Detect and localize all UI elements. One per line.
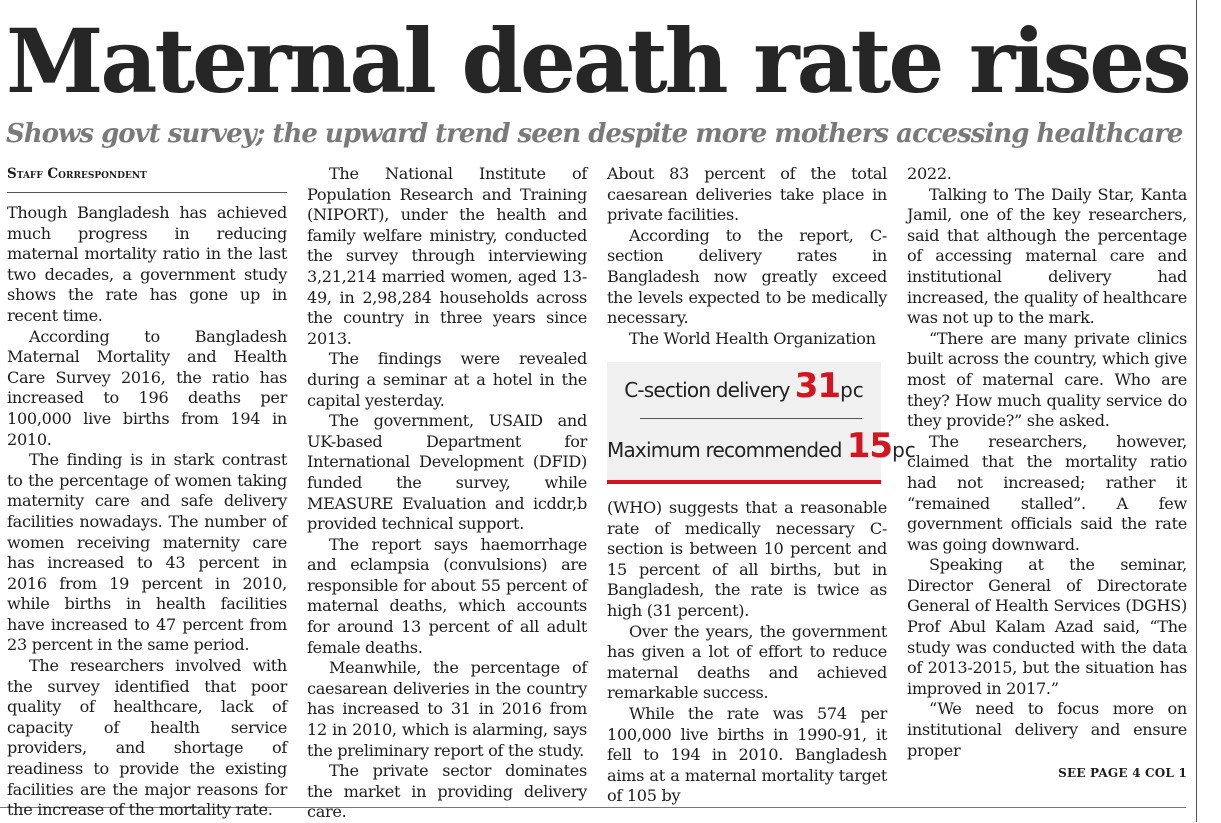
infobox-row-csection — [607, 366, 881, 406]
infobox-divider — [640, 418, 862, 419]
paragraph: According to the report, C-section delivery rates in Bangladesh now greatly exceed the levels expected to be medically necessary. — [607, 225, 887, 328]
article-column-3-bottom — [607, 498, 887, 807]
paragraph: 2022. — [907, 164, 952, 183]
paragraph: (WHO) suggests that a reasonable rate of medically necessary C-section is between 10 percent and 15 percent of all births, but in Bangladesh, the rate is twice as high (31 percent). — [607, 498, 887, 620]
paragraph: “There are many private clinics built across the country, which give most of maternal care. Who are they? How much quality service do they provide?” she asked. — [907, 328, 1187, 431]
paragraph: The report says haemorrhage and eclampsia (convulsions) are responsible for about 55 percent of maternal deaths, which accounts for around 13 percent of all adult female deaths. — [307, 534, 587, 657]
statistics-infobox — [607, 362, 916, 484]
paragraph: The government, USAID and UK-based Department for International Development (DFID) funded the survey, while MEASURE Evaluation and icddr,b provided technical support. — [307, 411, 587, 534]
paragraph: Talking to The Daily Star, Kanta Jamil, one of the key researchers, said that although the percentage of accessing maternal care and institutional delivery had increased, the quality of healthcare was not up to the mark. — [907, 184, 1187, 328]
paragraph: The researchers, however, claimed that the mortality ratio had not increased; rather it “remained stalled”. A few government officials said the rate was going downward. — [907, 431, 1187, 554]
headline: Maternal death rate rises — [6, 9, 1189, 113]
byline: Staff Correspondent — [7, 164, 287, 193]
paragraph: Over the years, the government has given a lot of effort to reduce maternal deaths and achieved remarkable success. — [607, 621, 887, 703]
infobox-row-recommended — [607, 426, 916, 466]
infobox-unit: pc — [840, 378, 864, 402]
subheadline: Shows govt survey; the upward trend seen despite more mothers accessing healthcare — [6, 119, 1183, 149]
continuation-jump-link[interactable]: SEE PAGE 4 COL 1 — [1058, 766, 1187, 781]
paragraph: Meanwhile, the percentage of caesarean deliveries in the country has increased to 31 in 2016 from 12 in 2010, which is alarming, says the preliminary report of the study. — [307, 658, 587, 760]
paragraph: Though Bangladesh has achieved much progress in reducing maternal mortality ratio in the last two decades, a government study shows the rate has gone up in recent time. — [7, 203, 287, 325]
infobox-number: 31 — [794, 366, 841, 406]
paragraph: The finding is in stark contrast to the percentage of women taking maternity care and safe delivery facilities nowadays. The number of women receiving maternity care has increased to 43 percent in 2016 from 19 percent in 2010, while births in health facilities have increased to 47 percent from 23 percent in the same period. — [7, 450, 287, 655]
paragraph: While the rate was 574 per 100,000 live births in 1990-91, it fell to 194 in 2010. Bangladesh aims at a maternal mortality target of 105 by — [607, 703, 887, 806]
paragraph: “We need to focus more on institutional delivery and ensure proper — [907, 699, 1187, 760]
infobox-unit: pc — [892, 438, 916, 462]
paragraph: Speaking at the seminar, Director General of Directorate General of Health Services (DGHS) Prof Abul Kalam Azad said, “The study was conducted with the data of 2013-2015, but the situation has improved in 2017.” — [907, 555, 1187, 698]
article-column-4 — [907, 164, 1187, 784]
paragraph: The National Institute of Population Research and Training (NIPORT), under the health and family welfare ministry, conducted the survey through interviewing 3,21,214 married women, aged 13-49, in 2,98,284 households across the country in three years since 2013. — [307, 164, 587, 348]
paragraph: According to Bangladesh Maternal Mortality and Health Care Survey 2016, the ratio has increased to 196 deaths per 100,000 live births from 194 in 2010. — [7, 326, 287, 449]
paragraph: The private sector dominates the market in providing delivery care. — [307, 761, 587, 822]
paragraph: The researchers involved with the survey identified that poor quality of healthcare, lack of capacity of health service providers, and shortage of readiness to provide the existing facilities are the major reasons for the increase of the mortality rate. — [7, 656, 287, 820]
column-rule-right — [1196, 0, 1197, 822]
infobox-label: C-section delivery — [624, 378, 790, 402]
infobox-label: Maximum recommended — [607, 438, 842, 462]
paragraph: The findings were revealed during a seminar at a hotel in the capital yesterday. — [307, 349, 587, 410]
paragraph: About 83 percent of the total caesarean deliveries take place in private facilities. — [607, 164, 887, 225]
article-column-2 — [307, 164, 587, 823]
article-column-3-top — [607, 164, 887, 349]
article-column-1 — [7, 164, 287, 821]
infobox-number: 15 — [846, 426, 893, 466]
paragraph: The World Health Organization — [629, 328, 876, 348]
